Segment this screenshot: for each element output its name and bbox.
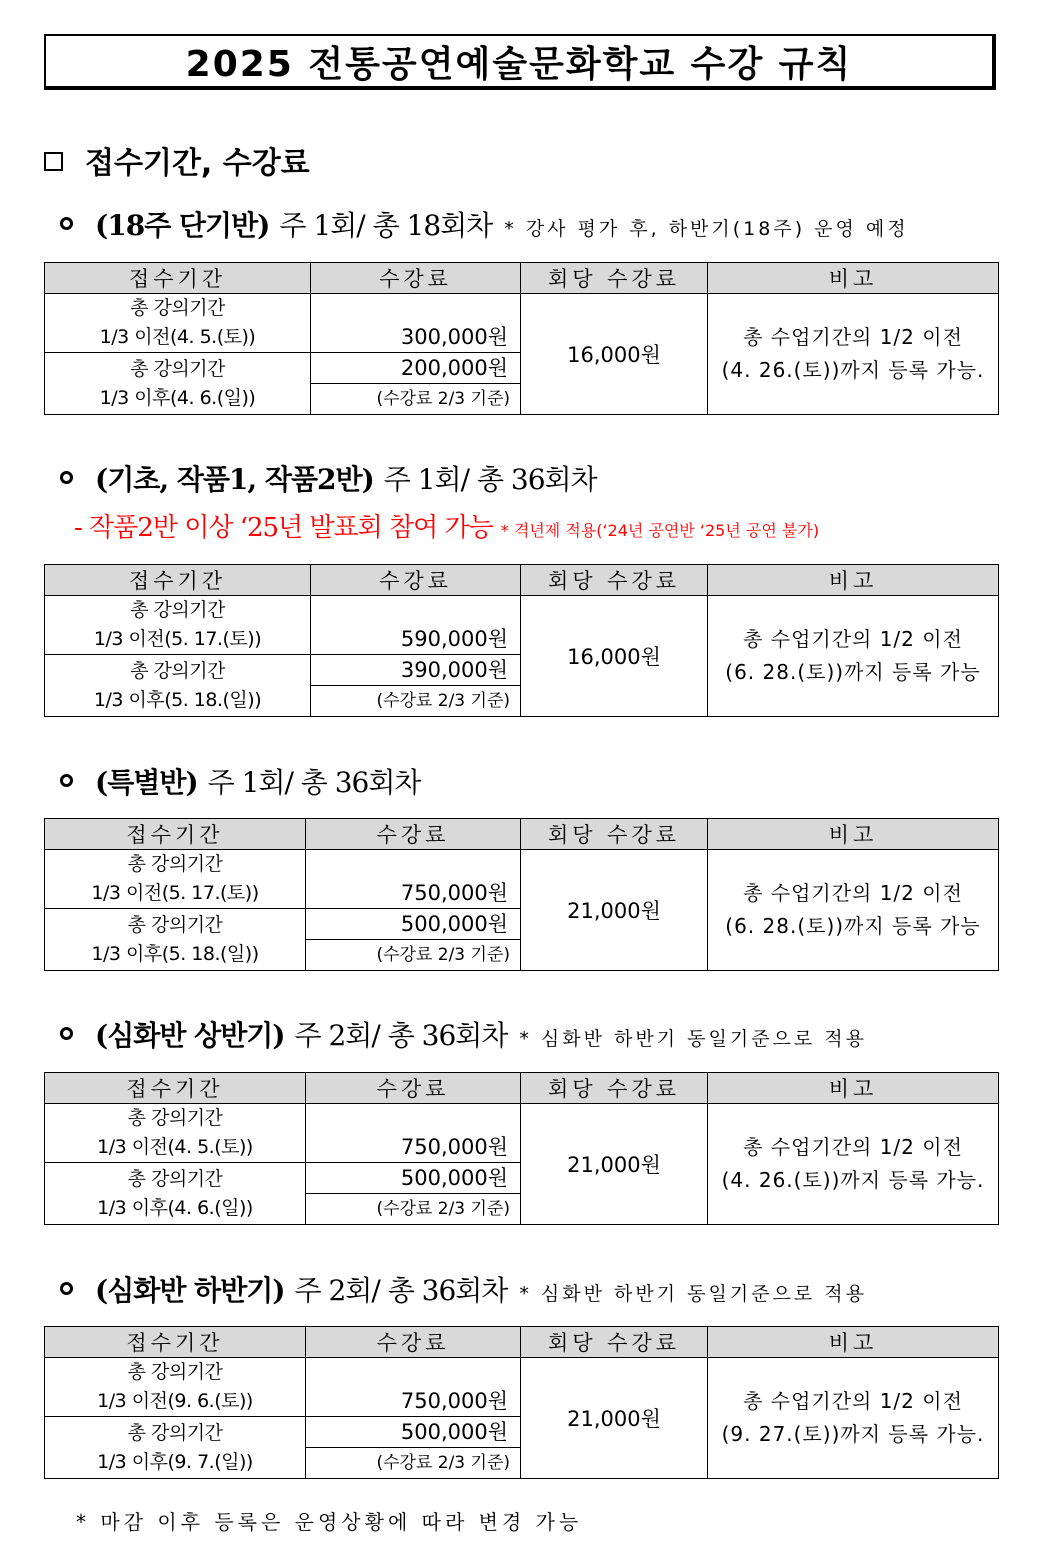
header-period: 접수기간 <box>45 1073 306 1104</box>
remark-line-1: 총 수업기간의 1/2 이전 <box>743 1135 963 1159</box>
fee-table <box>44 1072 999 1225</box>
course-heading <box>60 458 597 498</box>
period-date: 1/3 이전(9. 6.(토)) <box>97 1390 253 1412</box>
header-period: 접수기간 <box>45 1327 306 1358</box>
remark-line-1: 총 수업기간의 1/2 이전 <box>743 325 963 349</box>
remark <box>708 1358 999 1479</box>
per-session-fee: 21,000원 <box>521 1358 708 1479</box>
period-date: 1/3 이전(5. 17.(토)) <box>91 882 259 904</box>
course-schedule: 주 2회/ 총 36회차 <box>294 1019 508 1052</box>
title-box <box>44 34 996 90</box>
fee-table <box>44 564 999 717</box>
circle-bullet-icon <box>60 774 73 787</box>
period-label: 총 강의기간 <box>130 297 225 319</box>
checkbox-icon <box>44 152 63 171</box>
course-heading <box>60 204 909 244</box>
period-before <box>45 850 306 909</box>
period-before <box>45 1358 306 1417</box>
period-before <box>45 596 311 655</box>
header-remark: 비고 <box>708 1073 999 1104</box>
period-label: 총 강의기간 <box>127 1361 223 1383</box>
course-note: * 심화반 하반기 동일기준으로 적용 <box>519 1028 867 1050</box>
period-after <box>45 655 311 717</box>
course-heading <box>60 1269 867 1309</box>
course-note: * 심화반 하반기 동일기준으로 적용 <box>519 1283 867 1305</box>
course-name: (특별반) <box>95 766 198 799</box>
remark-line-2: (6. 28.(토))까지 등록 가능 <box>725 914 981 938</box>
header-per-session: 회당 수강료 <box>521 1327 708 1358</box>
fee-after-note: (수강료 2/3 기준) <box>306 1194 521 1225</box>
course-name: (18주 단기반) <box>95 209 270 242</box>
period-date: 1/3 이후(5. 18.(일)) <box>91 942 259 965</box>
remark-line-2: (9. 27.(토))까지 등록 가능. <box>721 1422 985 1446</box>
table-header-row <box>45 1327 999 1358</box>
remark <box>708 596 999 717</box>
course-name: (심화반 상반기) <box>95 1019 285 1052</box>
header-period: 접수기간 <box>45 565 311 596</box>
period-date: 1/3 이전(5. 17.(토)) <box>93 628 262 650</box>
period-date: 1/3 이전(4. 5.(토)) <box>97 1136 253 1158</box>
header-fee: 수강료 <box>311 263 521 294</box>
remark <box>708 294 999 415</box>
header-per-session: 회당 수강료 <box>521 263 708 294</box>
remark-line-2: (6. 28.(토))까지 등록 가능 <box>725 660 981 684</box>
section-title: 접수기간, 수강료 <box>85 146 310 181</box>
period-after <box>45 909 306 971</box>
circle-bullet-icon <box>60 217 73 230</box>
table-header-row <box>45 819 999 850</box>
section-heading <box>44 138 310 182</box>
fee-before: 590,000원 <box>311 596 521 655</box>
header-fee: 수강료 <box>306 1327 521 1358</box>
fee-after: 500,000원 <box>306 1417 521 1448</box>
red-notice <box>74 507 819 544</box>
header-period: 접수기간 <box>45 263 311 294</box>
table-header-row <box>45 263 999 294</box>
period-date: 1/3 이전(4. 5.(토)) <box>99 326 256 348</box>
header-per-session: 회당 수강료 <box>521 1073 708 1104</box>
header-per-session: 회당 수강료 <box>521 565 708 596</box>
period-label: 총 강의기간 <box>130 659 225 682</box>
period-date: 1/3 이후(5. 18.(일)) <box>93 688 262 711</box>
course-schedule: 주 1회/ 총 36회차 <box>207 766 421 799</box>
period-label: 총 강의기간 <box>127 1167 223 1190</box>
header-remark: 비고 <box>708 565 999 596</box>
per-session-fee: 16,000원 <box>521 596 708 717</box>
fee-before: 300,000원 <box>311 294 521 353</box>
course-schedule: 주 1회/ 총 36회차 <box>383 463 597 496</box>
course-note: * 강사 평가 후, 하반기(18주) 운영 예정 <box>504 218 909 240</box>
fee-after: 500,000원 <box>306 1163 521 1194</box>
fee-before: 750,000원 <box>306 1104 521 1163</box>
course-schedule: 주 2회/ 총 36회차 <box>294 1274 508 1307</box>
period-after <box>45 1163 306 1225</box>
fee-table <box>44 818 999 971</box>
period-after <box>45 1417 306 1479</box>
fee-after: 200,000원 <box>311 353 521 384</box>
period-after <box>45 353 311 415</box>
header-fee: 수강료 <box>311 565 521 596</box>
per-session-fee: 21,000원 <box>521 1104 708 1225</box>
fee-before: 750,000원 <box>306 1358 521 1417</box>
circle-bullet-icon <box>60 471 73 484</box>
header-remark: 비고 <box>708 263 999 294</box>
table-header-row <box>45 1073 999 1104</box>
red-notice-sub: * 격년제 적용(‘24년 공연반 ‘25년 공연 불가) <box>500 521 820 540</box>
period-label: 총 강의기간 <box>127 1107 223 1129</box>
period-before <box>45 294 311 353</box>
header-period: 접수기간 <box>45 819 306 850</box>
course-heading <box>60 1014 867 1054</box>
circle-bullet-icon <box>60 1027 73 1040</box>
fee-table <box>44 1326 999 1479</box>
fee-after-note: (수강료 2/3 기준) <box>306 1448 521 1479</box>
fee-after-note: (수강료 2/3 기준) <box>306 940 521 971</box>
remark-line-1: 총 수업기간의 1/2 이전 <box>743 627 963 651</box>
fee-after-note: (수강료 2/3 기준) <box>311 384 521 415</box>
period-date: 1/3 이후(4. 6.(일)) <box>97 1196 253 1219</box>
fee-after: 500,000원 <box>306 909 521 940</box>
footer-note: * 마감 이후 등록은 운영상황에 따라 변경 가능 <box>76 1510 583 1534</box>
remark-line-1: 총 수업기간의 1/2 이전 <box>743 1389 963 1413</box>
course-name: (기초, 작품1, 작품2반) <box>95 463 374 496</box>
period-date: 1/3 이후(4. 6.(일)) <box>99 386 256 409</box>
fee-after: 390,000원 <box>311 655 521 686</box>
header-remark: 비고 <box>708 1327 999 1358</box>
per-session-fee: 16,000원 <box>521 294 708 415</box>
header-per-session: 회당 수강료 <box>521 819 708 850</box>
course-schedule: 주 1회/ 총 18회차 <box>279 209 493 242</box>
period-label: 총 강의기간 <box>130 357 225 380</box>
header-fee: 수강료 <box>306 1073 521 1104</box>
remark <box>708 850 999 971</box>
fee-after-note: (수강료 2/3 기준) <box>311 686 521 717</box>
table-header-row <box>45 565 999 596</box>
course-name: (심화반 하반기) <box>95 1274 285 1307</box>
circle-bullet-icon <box>60 1282 73 1295</box>
fee-table <box>44 262 999 415</box>
red-notice-main: - 작품2반 이상 ‘25년 발표회 참여 가능 <box>74 513 493 543</box>
remark-line-2: (4. 26.(토))까지 등록 가능. <box>721 358 985 382</box>
period-date: 1/3 이후(9. 7.(일)) <box>97 1450 253 1473</box>
per-session-fee: 21,000원 <box>521 850 708 971</box>
header-remark: 비고 <box>708 819 999 850</box>
course-heading <box>60 761 420 801</box>
remark-line-1: 총 수업기간의 1/2 이전 <box>743 881 963 905</box>
remark <box>708 1104 999 1225</box>
page-title: 2025 전통공연예술문화학교 수강 규칙 <box>185 43 853 85</box>
period-before <box>45 1104 306 1163</box>
remark-line-2: (4. 26.(토))까지 등록 가능. <box>721 1168 985 1192</box>
fee-before: 750,000원 <box>306 850 521 909</box>
period-label: 총 강의기간 <box>127 913 223 936</box>
header-fee: 수강료 <box>306 819 521 850</box>
period-label: 총 강의기간 <box>127 853 223 875</box>
period-label: 총 강의기간 <box>130 599 225 621</box>
period-label: 총 강의기간 <box>127 1421 223 1444</box>
